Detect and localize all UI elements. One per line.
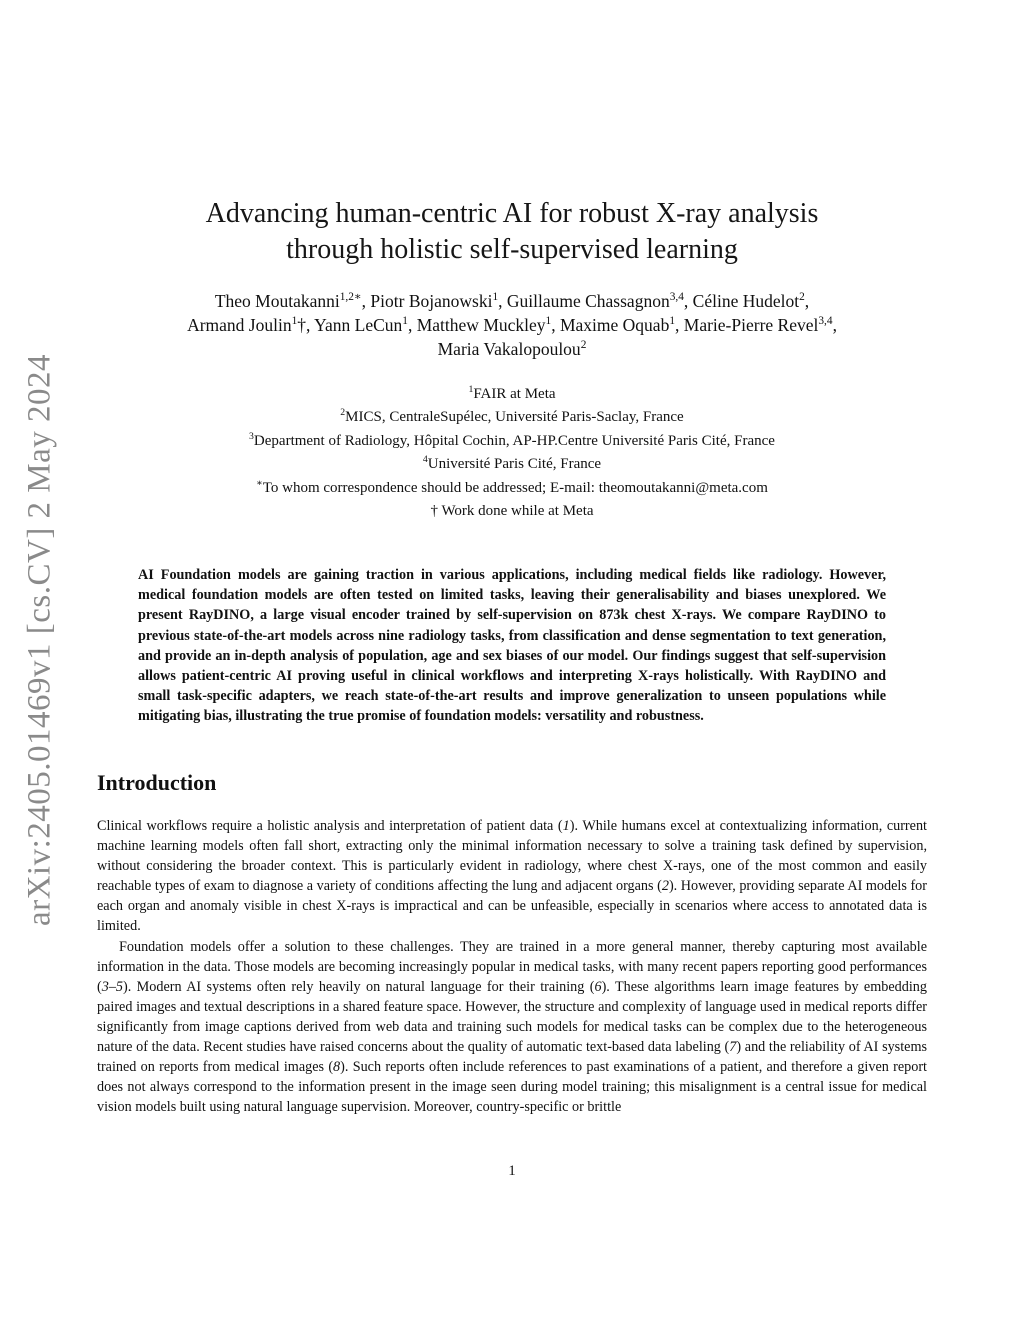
citation: 3–5	[101, 978, 124, 995]
author: Theo Moutakanni$^{1,2∗}$,	[214, 291, 371, 311]
citation: 2	[661, 878, 669, 895]
author: Guillaume Chassagnon$^{3,4}$,	[506, 291, 693, 311]
page-number: 1	[508, 1163, 516, 1179]
author-list	[100, 289, 924, 361]
arxiv-side-stamp: arXiv:2405.01469v1 [cs.CV] 2 May 2024	[21, 353, 58, 927]
affiliation: $^2$MICS, CentraleSupélec, Université Paris-Saclay, France	[340, 407, 684, 426]
title-line-1: Advancing human-centric AI for robust X-ray analysis	[205, 198, 819, 229]
title-line-2: through holistic self-supervised learning	[286, 234, 738, 265]
author: Piotr Bojanowski$^1$,	[370, 291, 507, 311]
citation: 6	[594, 978, 602, 995]
author: Céline Hudelot$^2$,	[692, 291, 810, 311]
citation: 8	[333, 1059, 341, 1076]
citation: 7	[729, 1039, 737, 1056]
work-note: † Work done while at Meta	[430, 503, 594, 520]
author: Marie-Pierre Revel$^{3,4}$,	[683, 315, 837, 335]
citation: 1	[562, 818, 570, 834]
correspondence-note: ∗To whom correspondence should be addressed; E-mail: theomoutakanni@meta.com	[256, 477, 768, 496]
abstract: AI Foundation models are gaining traction in various applications, including medical fields like radiology. However, medical foundation models are often tested on limited tasks, leaving their generalisability and biases unexplored. We present RayDINO, a large visual encoder trained by self-supervision on 873k chest X-rays. We compare RayDINO to previous state-of-the-art models across nine radiology tasks, from classification and dense segmentation to text generation, and provide an in-depth analysis of population, age and sex biases of our model. Our findings suggest that self-supervision allows patient-centric AI proving useful in clinical workflows and interpreting X-rays holistically. With RayDINO and small task-specific adapters, we reach state-of-the-art results and improve generalization to unseen populations while mitigating bias, illustrating the true promise of foundation models: versatility and robustness.	[138, 567, 886, 725]
author: Matthew Muckley$^1$,	[416, 315, 560, 335]
affiliation: $^3$Department of Radiology, Hôpital Cochin, AP-HP.Centre Université Paris Cité, France	[249, 430, 775, 449]
author: Maxime Oquab$^1$,	[559, 315, 684, 335]
affiliation: $^1$FAIR at Meta	[468, 384, 556, 402]
affiliation-list	[100, 383, 924, 523]
author: Maria Vakalopoulou$^2$	[437, 339, 587, 359]
introduction-body	[97, 816, 927, 1117]
paper-title	[0, 196, 1024, 268]
author: Armand Joulin$^1$†,	[187, 315, 315, 335]
section-heading-introduction: Introduction	[97, 770, 217, 795]
author: Yann LeCun$^1$,	[314, 315, 417, 335]
affiliation: $^4$Université Paris Cité, France	[422, 454, 602, 473]
paragraph: Clinical workflows require a holistic analysis and interpretation of patient data (1). While humans excel at contextualizing information, current machine learning models often fall short, extracting only the minimal information necessary to solve a training task defined by supervision, without considering the broader context. This is particularly evident in radiology, where chest X-rays, one of the most common and easily reachable types of exam to diagnose a variety of conditions affecting the lung and adjacent organs (2). However, providing separate AI models for each organ and anomaly visible in chest X-rays is impractical and can be unfeasible, especially in scenarios where access to annotated data is limited.	[97, 818, 927, 935]
paragraph: Foundation models offer a solution to these challenges. They are trained in a more general manner, thereby capturing most available information in the data. Those models are becoming increasingly popular in medical tasks, with many recent papers reporting good performances (3–5). Modern AI systems often rely heavily on natural language for their training (6). These algorithms learn image features by embedding paired images and textual descriptions in a shared feature space. However, the structure and complexity of language used in medical reports differ significantly from image captions derived from web data and training such models for medical tasks can be complex due to the heterogeneous nature of the data. Recent studies have raised concerns about the quality of automatic text-based data labeling (7) and the reliability of AI systems trained on reports from medical images (8). Such reports often include references to past examinations of a patient, and therefore a given report does not always correspond to the information present in the image seen during model training; this misalignment is a central issue for medical vision models built using natural language supervision. Moreover, country-specific or brittle	[97, 938, 928, 1116]
